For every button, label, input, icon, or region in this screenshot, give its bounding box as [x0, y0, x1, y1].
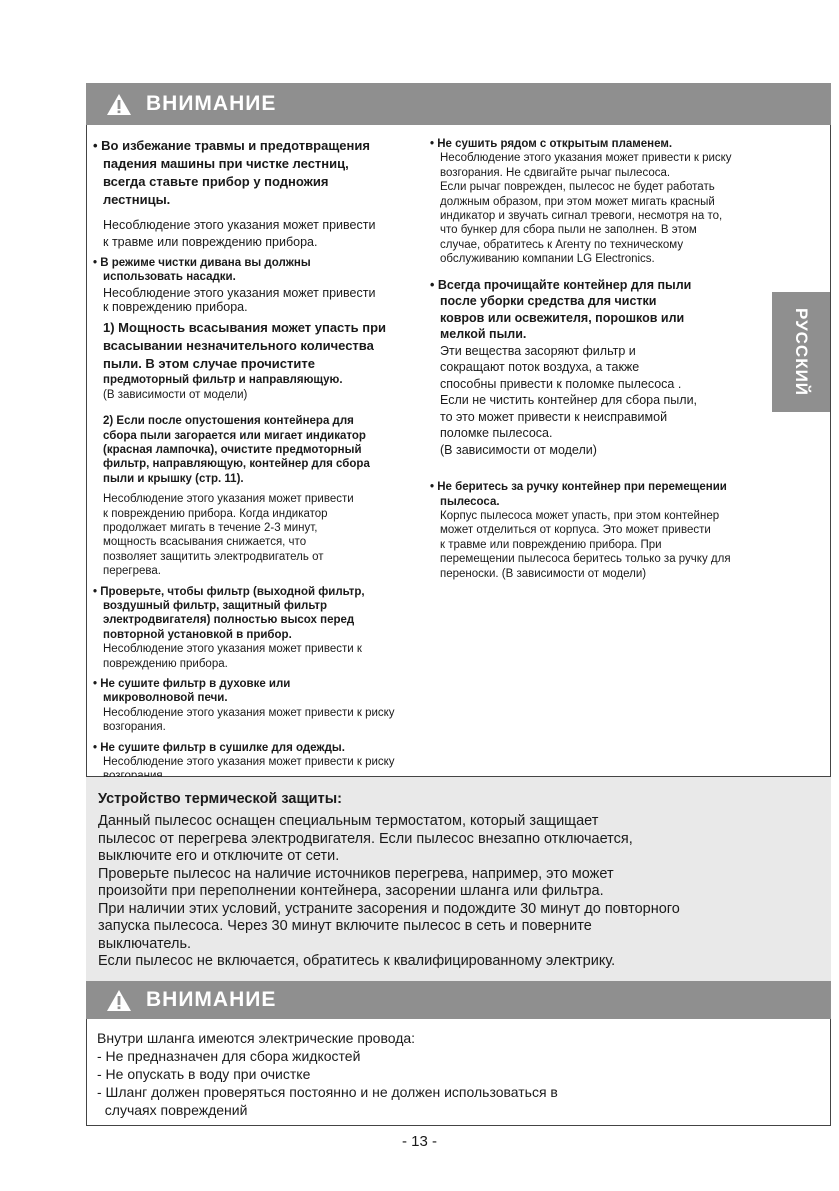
warning-banner	[86, 981, 831, 1019]
page-number: - 13 -	[401, 1133, 437, 1150]
thermal-heading: Устройство термической защиты:	[98, 791, 342, 807]
warning-item: • Не сушите фильтр в духовке или микроволновой печи. Несоблюдение этого указания может привести к риску возгорания.	[93, 678, 395, 734]
language-tab-label: РУССКИЙ	[792, 307, 812, 397]
warning-triangle-icon	[106, 989, 132, 1012]
right-column	[430, 137, 828, 587]
thermal-body: Данный пылесос оснащен специальным термостатом, который защищает пылесос от перегрева электродвигателя. Если пылесос внезапно отключается, выключите его и отключите от сети. Проверьте пылесос на наличие источников перегрева, например, это может произойти при переполнении контейнера, засорении шланга или фильтра. При наличии этих условий, устраните засорения и подождите 30 минут до повторного запуска пылесоса. Через 30 минут включите пылесос в сеть и поверните выключатель. Если пылесос не включается, обратитесь к квалифицированному электрику.	[98, 813, 680, 969]
warning-triangle-icon	[106, 93, 132, 116]
warning-item: • Проверьте, чтобы фильтр (выходной фильтр, воздушный фильтр, защитный фильтр электродвигателя) полностью высох перед повторной установкой в прибор. Несоблюдение этого указания может привести к повреждению прибора.	[93, 585, 365, 670]
warning-item: 1) Мощность всасывания может упасть при всасывании незначительного количества пыли. В этом случае прочистите предмоторный фильтр и направляющую. (В зависимости от модели)	[103, 320, 387, 401]
warning-item: • Во избежание травмы и предотвращения падения машины при чистке лестниц, всегда ставьте прибор у подножия лестницы. Несоблюдение этого указания может привести к травме или повреждению прибора.	[93, 137, 423, 250]
warning-item: • Не беритесь за ручку контейнер при перемещении пылесоса. Корпус пылесоса может упасть, при этом контейнер может отделиться от корпуса. Это может привести к травме или повреждению прибора. При перемещении пылесоса беритесь только за ручку для переноски. (В зависимости от модели)	[430, 481, 731, 580]
left-column	[93, 137, 423, 790]
warning-item: • Не сушить рядом с открытым пламенем. Несоблюдение этого указания может привести к риску возгорания. Не сдвигайте рычаг пылесоса. Если рычаг поврежден, пылесос не будет работать должным образом, при этом может мигать красный индикатор и звучать сигнал тревоги, несмотря на то, что бункер для сбора пыли не заполнен. В этом случае, обратитесь к Агенту по техническому обслуживанию компании LG Electronics.	[430, 138, 732, 266]
hose-warning-text: Внутри шланга имеются электрические провода: - Не предназначен для сбора жидкостей - Не опускать в воду при очистке - Шланг должен проверяться постоянно и не должен использоваться в случаях повреждений	[97, 1030, 558, 1118]
thermal-protection-section	[86, 777, 831, 981]
item-heading: • Во избежание травмы и предотвращения падения машины при чистке лестниц, всегда ставьте прибор у подножия лестницы.	[93, 138, 370, 207]
warning-title: ВНИМАНИЕ	[146, 988, 277, 1011]
warning-item: 2) Если после опустошения контейнера для сбора пыли загорается или мигает индикатор (красная лампочка), очистите предмоторный фильтр, направляющую, контейнер для сбора пыли и крышку (стр. 11). Несоблюдение этого указания может привести к повреждению прибора. Когда индикатор продолжает мигать в течение 2-3 минут, мощность всасывания снижается, что позволяет защитить электродвигатель от перегрева.	[103, 415, 370, 578]
warning-box	[86, 125, 831, 777]
warning-banner	[86, 83, 831, 125]
warning-title: ВНИМАНИЕ	[146, 92, 277, 115]
warning-item: • Всегда прочищайте контейнер для пыли после уборки средства для чистки ковров или освежителя, порошков или мелкой пыли. Эти вещества засоряют фильтр и сокращают поток воздуха, а также способны привести к поломке пылесоса . Если не чистить контейнер для сбора пыли, то это может привести к неисправимой поломке пылесоса. (В зависимости от модели)	[430, 277, 698, 457]
warning-item: • В режиме чистки дивана вы должны использовать насадки. Несоблюдение этого указания может привести к повреждению прибора.	[93, 257, 376, 315]
warning-item: • Не сушите фильтр в сушилке для одежды. Несоблюдение этого указания может привести к риску	[93, 741, 395, 769]
hose-warning-box	[86, 1019, 831, 1126]
